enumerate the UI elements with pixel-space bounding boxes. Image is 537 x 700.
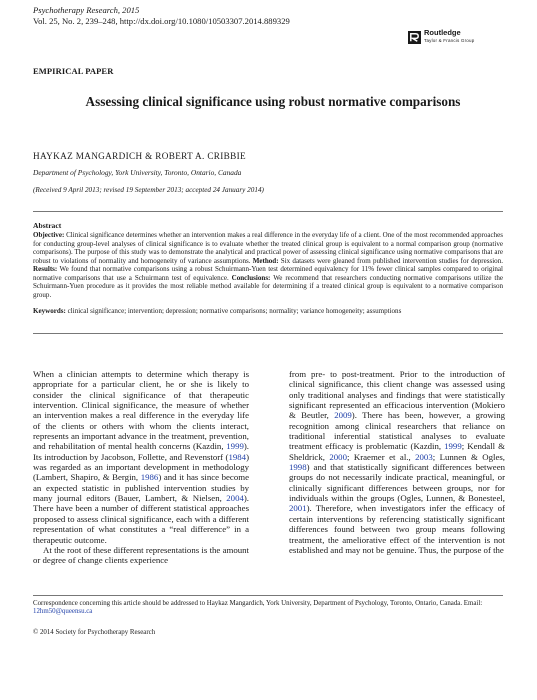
article-title: Assessing clinical significance using robust normative comparisons [85, 94, 461, 109]
body-column-right [289, 369, 505, 555]
abstract-top-rule [33, 211, 503, 212]
body-paragraph-continued: from pre- to post-treatment. Prior to the introduction of clinical significance, this client change was assessed using only traditional analyses and findings that were statistically significant represented an efficacious intervention (Mokiero & Beutler, 2009). There has been, however, a growing recognition among clinical researchers that reliance on traditional inferential statistical analyses to evaluate treatment efficacy is problematic (Kazdin, 1999; Kendall & Sheldrick, 2000; Kraemer et al., 2003; Lunnen & Ogles, 1998) and that statistically significant differences between groups do not necessarily indicate practical, meaningful, or clinically significant differences between groups, nor for individuals within the groups (Ogles, Lunnen, & Bonesteel, 2001). Therefore, when investigators infer the efficacy of certain interventions by referencing statistically significant differences found between two group means following treatment, the ameliorative effect of the intervention is not established and may not be genuine. Thus, the purpose of the [289, 369, 505, 555]
abstract-heading: Abstract [33, 221, 62, 230]
journal-header [33, 5, 290, 27]
author-affiliation: Department of Psychology, York University, Toronto, Ontario, Canada [33, 168, 242, 177]
publisher-subtext: Taylor & Francis Group [424, 38, 475, 43]
correspondence-note: Correspondence concerning this article should be addressed to Haykaz Mangardich, York University, Department of Psychology, Toronto, Ontario, Canada. Email: 12hm50@queensu.ca [33, 600, 483, 616]
author-email-link[interactable]: 12hm50@queensu.ca [33, 608, 93, 616]
citation-link[interactable]: 2000 [329, 451, 347, 462]
publisher-logo-text: Routledge Taylor & Francis Group [424, 28, 475, 43]
footnote-rule [33, 595, 503, 596]
citation-link[interactable]: 1998 [289, 462, 307, 473]
keywords-block [33, 307, 503, 316]
citation-link[interactable]: 2004 [226, 493, 244, 504]
abstract-block [33, 222, 503, 299]
abstract-text: Objective: Clinical significance determines whether an intervention makes a real difference in the everyday life of a client. One of the most recommended approaches for conducting group-level analyses of clinical significance is to evaluate whether the treated clinical group is equivalent to a normal comparison group (normative comparisons). The purpose of this study was to demonstrate the analytical and practical power of assessing clinical significance using normative comparisons that are robust to violations of normality and homogeneity of variance assumptions. Method: Six datasets were gleaned from published intervention studies for depression. Results: We found that normative comparisons using a robust Schuirmann-Yuen test determined equivalency for 11% fewer clinical samples compared to original normative comparisons that use a Schuirmann test of equivalence. Conclusions: We recommend that researchers conducting normative comparisons utilize the Schuirmann-Yuen procedure as it provides the most reliable method available for determining if a treated clinical group is equivalent to a normative comparison group. [33, 231, 503, 299]
citation-link[interactable]: 1999 [444, 441, 462, 452]
copyright-line: © 2014 Society for Psychotherapy Research [33, 629, 156, 636]
abstract-bottom-rule [33, 333, 503, 334]
body-paragraph-1: When a clinician attempts to determine which therapy is appropriate for a particular client, he or she is likely to consider the clinical significance of that therapeutic intervention. Clinical significance, the measure of whether an intervention makes a real difference in the everyday life of the clients or others with whom the clients interact, represents an important advance in the treatment, prevention, and rehabilitation of mental health concerns (Kazdin, 1999). Its introduction by Jacobson, Follette, and Revenstorf (1984) was regarded as an important development in methodology (Lambert, Shapiro, & Bergin, 1986) and it has since become an expected statistic in published intervention studies by many journal editors (Bauer, Lambert, & Nielsen, 2004). There have been a number of different statistical approaches proposed to assess clinical significance, each with a different representation of what constitutes a “real difference” in a therapeutic outcome. [33, 369, 249, 545]
body-paragraph-2: At the root of these different representations is the amount or degree of change clients experience [33, 544, 249, 566]
citation-link[interactable]: 1984 [228, 451, 247, 462]
routledge-logo-icon [408, 31, 421, 44]
citation-link[interactable]: 1999 [226, 441, 244, 452]
keywords-text: clinical significance; intervention; depression; normative comparisons; normality; variance homogeneity; assumptions [65, 307, 402, 315]
publisher-logo [408, 29, 474, 45]
section-label: EMPIRICAL PAPER [33, 66, 114, 76]
citation-link[interactable]: 1986 [140, 472, 159, 483]
journal-name: Psychotherapy Research, 2015 [33, 5, 140, 15]
article-authors: HAYKAZ MANGARDICH & ROBERT A. CRIBBIE [33, 151, 247, 161]
keywords-label: Keywords: [33, 307, 66, 315]
citation-link[interactable]: 2003 [415, 451, 433, 462]
citation-link[interactable]: 2009 [334, 410, 352, 421]
received-dates: (Received 9 April 2013; revised 19 September 2013; accepted 24 January 2014) [33, 186, 264, 194]
citation-doi[interactable]: Vol. 25, No. 2, 239–248, http://dx.doi.org/10.1080/10503307.2014.889329 [33, 16, 290, 26]
body-column-left [33, 369, 249, 566]
citation-link[interactable]: 2001 [289, 503, 307, 514]
